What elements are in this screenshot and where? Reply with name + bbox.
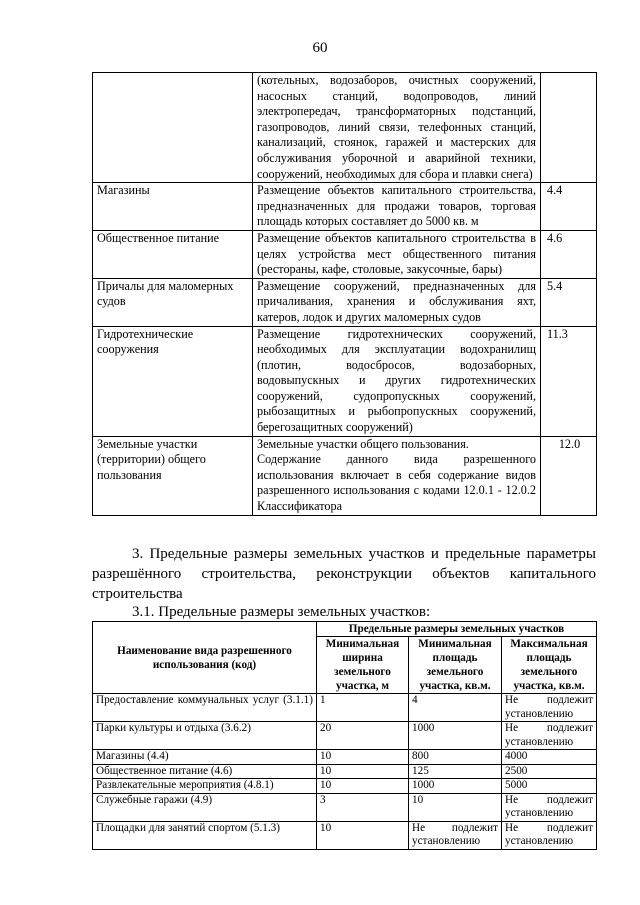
row-max-area — [502, 694, 597, 722]
table-row — [93, 821, 597, 849]
row-max-area-text: Не подлежит установлению — [505, 694, 594, 720]
section-3-1-heading: 3.1. Предельные размеры земельных участков: — [132, 604, 431, 620]
section-3-line: строительства — [92, 586, 183, 602]
row-min-area: 4 — [409, 694, 502, 722]
use-description: Размещение сооружений, предназначенных для причаливания, хранения и обслуживания яхт, катеров, лодок и других маломерных судов — [253, 278, 541, 326]
use-name: Магазины — [93, 183, 253, 231]
row-use-name: Служебные гаражи (4.9) — [93, 793, 317, 821]
table-row — [93, 73, 597, 183]
table-row — [93, 694, 597, 722]
header-min-area: Минимальная площадь земельного участка, кв.м. — [409, 637, 502, 694]
use-description-line: Земельные участки общего пользования. — [257, 436, 469, 451]
use-name: Земельные участки (территории) общего пользования — [93, 436, 253, 515]
row-min-area: 1000 — [409, 779, 502, 794]
row-min-area: 125 — [409, 764, 502, 779]
table-row — [93, 793, 597, 821]
row-use-name: Развлекательные мероприятия (4.8.1) — [93, 779, 317, 794]
header-use-name: Наименование вида разрешенного использования (код) — [93, 622, 317, 694]
use-code — [541, 73, 597, 183]
row-max-area — [502, 821, 597, 849]
row-min-area: 1000 — [409, 722, 502, 750]
use-name: Гидротехнические сооружения — [93, 326, 253, 436]
table-row — [93, 278, 597, 326]
header-max-area: Максимальная площадь земельного участка, кв.м. — [502, 637, 597, 694]
header-min-width: Минимальная ширина земельного участка, м — [317, 637, 409, 694]
use-code: 11.3 — [541, 326, 597, 436]
row-min-area: 800 — [409, 750, 502, 765]
row-min-width: 1 — [317, 694, 409, 722]
row-max-area: 2500 — [502, 764, 597, 779]
row-min-width: 10 — [317, 779, 409, 794]
row-min-width: 10 — [317, 750, 409, 765]
page-number: 60 — [312, 40, 328, 56]
use-code: 5.4 — [541, 278, 597, 326]
row-use-name: Парки культуры и отдыха (3.6.2) — [93, 722, 317, 750]
section-3-heading — [92, 544, 596, 604]
use-description — [253, 436, 541, 515]
row-use-name: Магазины (4.4) — [93, 750, 317, 765]
table-row — [93, 436, 597, 515]
table-row — [93, 722, 597, 750]
header-group: Предельные размеры земельных участков — [317, 622, 597, 637]
use-name — [93, 73, 253, 183]
section-3-line: 3. Предельные размеры земельных участков и предельные параметры — [132, 546, 596, 562]
use-code: 4.6 — [541, 230, 597, 278]
use-description: Размещение гидротехнических сооружений, необходимых для эксплуатации водохранилищ (плотин, водосбросов, водозаборных, водовыпускных и других гидротехнических сооружений, судопропускных сооружений, рыбозащитных и рыбопропускных сооружений, берегозащитных сооружений) — [253, 326, 541, 436]
table-row — [93, 183, 597, 231]
table-row — [93, 326, 597, 436]
table-row — [93, 779, 597, 794]
row-min-width: 3 — [317, 793, 409, 821]
table-row — [93, 750, 597, 765]
plot-sizes-table — [92, 621, 597, 850]
row-max-area — [502, 793, 597, 821]
row-use-name: Общественное питание (4.6) — [93, 764, 317, 779]
row-max-area-text: Не подлежит установлению — [505, 793, 594, 819]
use-code: 4.4 — [541, 183, 597, 231]
table-row — [93, 230, 597, 278]
row-max-area-text: Не подлежит установлению — [505, 722, 594, 748]
use-name: Общественное питание — [93, 230, 253, 278]
use-description: (котельных, водозаборов, очистных сооружений, насосных станций, водопроводов, линий электропередач, трансформаторных подстанций, газопроводов, линий связи, телефонных станций, канализаций, стоянок, гаражей и мастерских для обслуживания уборочной и аварийной техники, сооружений, необходимых для сбора и плавки снега) — [253, 73, 541, 183]
row-max-area: 5000 — [502, 779, 597, 794]
row-max-area: 4000 — [502, 750, 597, 765]
row-min-width: 10 — [317, 821, 409, 849]
use-description-line: Содержание данного вида разрешенного использования включает в себя содержание видов разрешенного использования с кодами 12.0.1 - 12.0.2 Классификатора — [257, 452, 536, 514]
row-min-area-text: Не подлежит установлению — [412, 821, 498, 847]
row-min-area — [409, 821, 502, 849]
row-min-area: 10 — [409, 793, 502, 821]
use-name: Причалы для маломерных судов — [93, 278, 253, 326]
row-use-name-text: Предоставление коммунальных услуг (3.1.1) — [96, 694, 313, 706]
row-max-area — [502, 722, 597, 750]
table-row — [93, 764, 597, 779]
permitted-uses-table — [92, 72, 597, 516]
use-description: Размещение объектов капитального строительства в целях устройства мест общественного питания (рестораны, кафе, столовые, закусочные, бары) — [253, 230, 541, 278]
row-min-width: 20 — [317, 722, 409, 750]
row-max-area-text: Не подлежит установлению — [505, 821, 594, 847]
table-header-row — [93, 622, 597, 637]
row-use-name: Площадки для занятий спортом (5.1.3) — [93, 821, 317, 849]
use-code: 12.0 — [541, 436, 597, 515]
use-description: Размещение объектов капитального строительства, предназначенных для продажи товаров, торговая площадь которых составляет до 5000 кв. м — [253, 183, 541, 231]
row-use-name — [93, 694, 317, 722]
row-min-width: 10 — [317, 764, 409, 779]
section-3-line: разрешённого строительства, реконструкции объектов капитального — [92, 566, 596, 582]
